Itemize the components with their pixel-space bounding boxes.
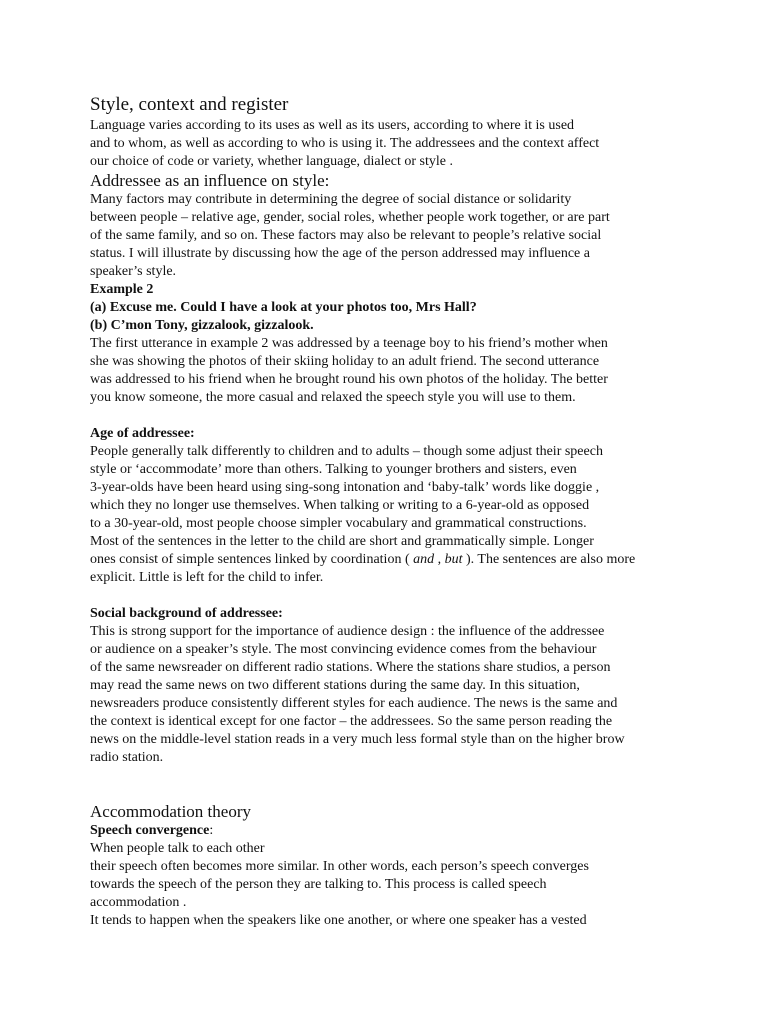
paragraph-line: Many factors may contribute in determining the degree of social distance or solidarity	[90, 192, 572, 207]
paragraph-line: 3-year-olds have been heard using sing-song intonation and ‘baby-talk’ words like doggie ,	[90, 480, 600, 495]
example-label: Example 2	[90, 282, 154, 297]
paragraph-line-coordination	[90, 551, 690, 569]
intro-line: Language varies according to its uses as well as its users, according to where it is used	[90, 118, 575, 133]
paragraph-line: or audience on a speaker’s style. The most convincing evidence comes from the behaviour	[90, 642, 597, 657]
paragraph-line: speaker’s style.	[90, 264, 177, 279]
paragraph-line: which they no longer use themselves. When talking or writing to a 6-year-old as opposed	[90, 498, 590, 513]
paragraph-line: When people talk to each other	[90, 841, 265, 856]
paragraph-line: style or ‘accommodate’ more than others. Talking to younger brothers and sisters, even	[90, 462, 577, 477]
example-a: (a) Excuse me. Could I have a look at your photos too, Mrs Hall?	[90, 300, 477, 315]
paragraph-line: This is strong support for the importance of audience design : the influence of the addressee	[90, 624, 605, 639]
subheading-line	[90, 822, 690, 840]
paragraph-line: to a 30-year-old, most people choose simpler vocabulary and grammatical constructions.	[90, 516, 587, 531]
paragraph-line: she was showing the photos of their skiing holiday to an adult friend. The second utterance	[90, 354, 600, 369]
subheading-speech-convergence: Speech convergence	[90, 823, 210, 838]
paragraph-line: newsreaders produce consistently different styles for each audience. The news is the same and	[90, 696, 618, 711]
document-body	[90, 94, 690, 930]
subheading-colon: :	[209, 823, 214, 838]
section-heading-addressee: Addressee as an influence on style:	[90, 171, 330, 190]
italic-word-but: but	[444, 552, 463, 567]
paragraph-line: news on the middle-level station reads in a very much less formal style than on the higher brow	[90, 732, 625, 747]
paragraph-line: of the same newsreader on different radio stations. Where the stations share studios, a person	[90, 660, 611, 675]
intro-line: our choice of code or variety, whether language, dialect or style .	[90, 154, 453, 169]
section-heading-age: Age of addressee:	[90, 426, 195, 441]
paragraph-line: of the same family, and so on. These factors may also be relevant to people’s relative social	[90, 228, 602, 243]
section-heading-social: Social background of addressee:	[90, 606, 283, 621]
intro-line: and to whom, as well as according to who is using it. The addressees and the context affect	[90, 136, 600, 151]
paragraph-line: towards the speech of the person they are talking to. This process is called speech	[90, 877, 547, 892]
paragraph-line: was addressed to his friend when he brought round his own photos of the holiday. The better	[90, 372, 608, 387]
paragraph-line: radio station.	[90, 750, 164, 765]
example-b: (b) C’mon Tony, gizzalook, gizzalook.	[90, 318, 314, 333]
paragraph-line: accommodation .	[90, 895, 187, 910]
paragraph-line: the context is identical except for one factor – the addressees. So the same person reading the	[90, 714, 613, 729]
paragraph-line: It tends to happen when the speakers like one another, or where one speaker has a vested	[90, 913, 587, 928]
paragraph-line: may read the same news on two different stations during the same day. In this situation,	[90, 678, 580, 693]
paragraph-line: status. I will illustrate by discussing how the age of the person addressed may influence a	[90, 246, 590, 261]
paragraph-line: between people – relative age, gender, social roles, whether people work together, or are part	[90, 210, 610, 225]
document-title: Style, context and register	[90, 94, 289, 115]
paragraph-line: Most of the sentences in the letter to the child are short and grammatically simple. Longer	[90, 534, 594, 549]
section-heading-accommodation: Accommodation theory	[90, 802, 251, 821]
paragraph-line: you know someone, the more casual and relaxed the speech style you will use to them.	[90, 390, 576, 405]
paragraph-line: explicit. Little is left for the child to infer.	[90, 570, 324, 585]
paragraph-line: The first utterance in example 2 was addressed by a teenage boy to his friend’s mother when	[90, 336, 608, 351]
text-run: ones consist of simple sentences linked by coordination (	[90, 552, 414, 567]
paragraph-line: their speech often becomes more similar. In other words, each person’s speech converges	[90, 859, 589, 874]
text-run: ,	[434, 552, 445, 567]
paragraph-gap	[90, 587, 690, 605]
italic-word-and: and	[413, 552, 435, 567]
paragraph-line: People generally talk differently to children and to adults – though some adjust their speech	[90, 444, 603, 459]
paragraph-gap	[90, 407, 690, 425]
text-run: ). The sentences are also more	[462, 552, 636, 567]
section-gap	[90, 767, 690, 801]
